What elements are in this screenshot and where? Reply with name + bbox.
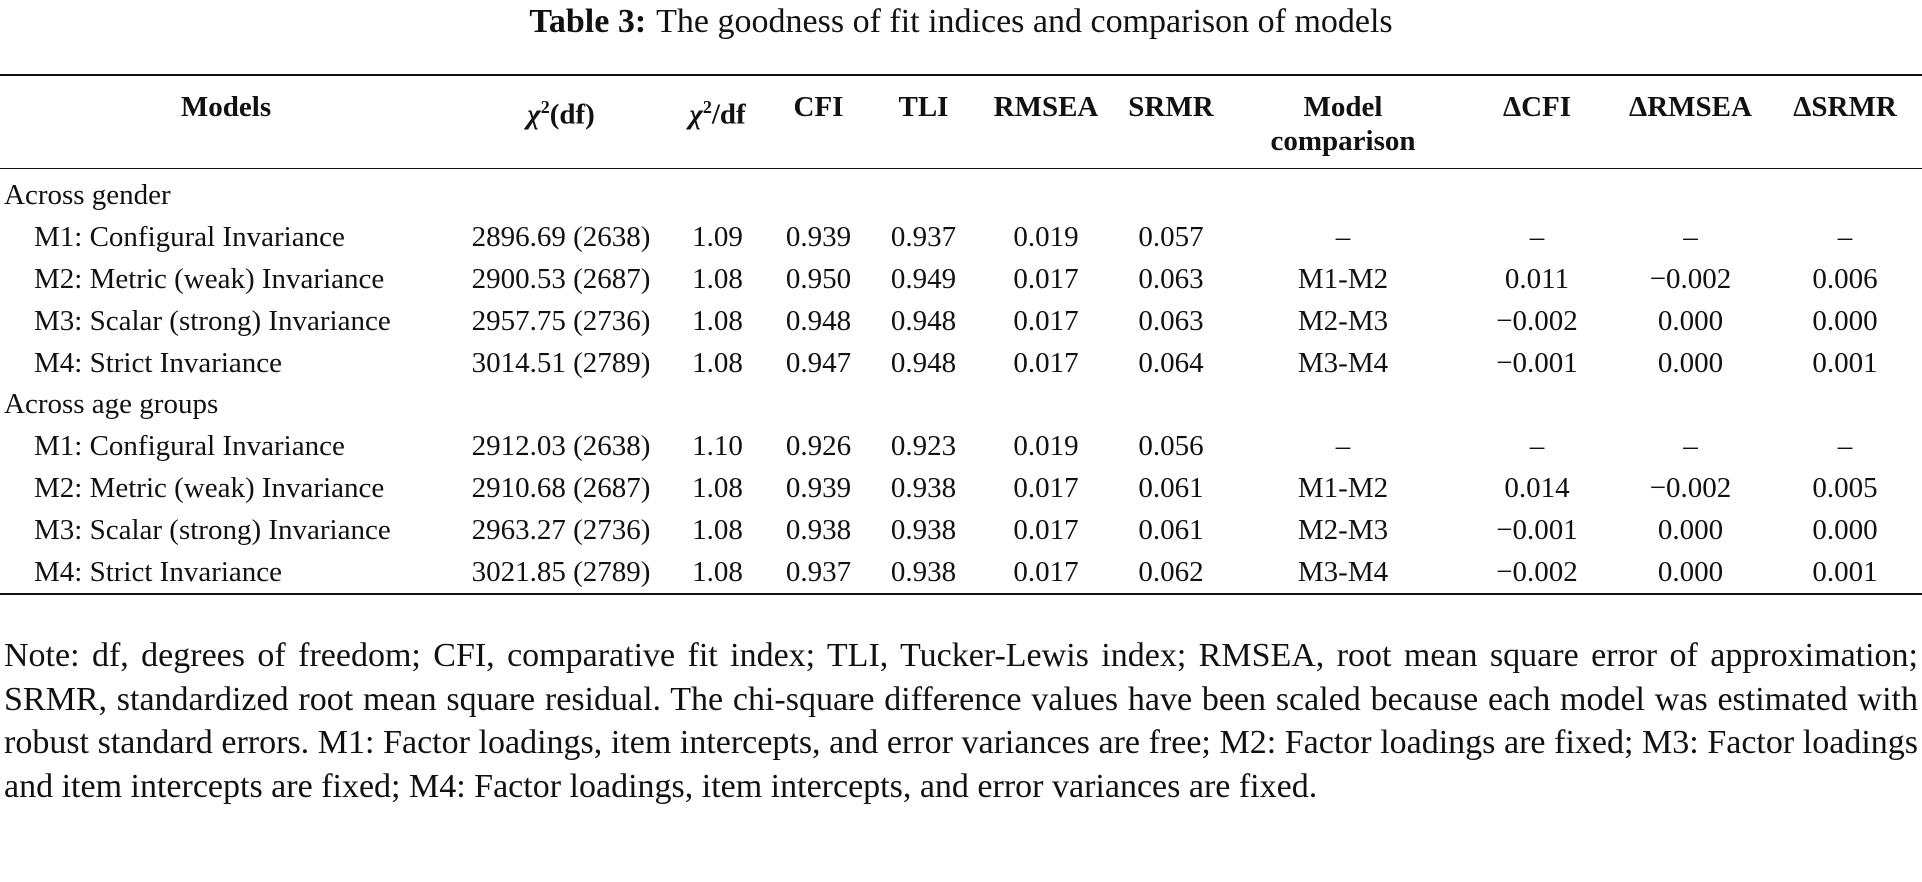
table-label: Table 3:	[529, 3, 647, 40]
cell-d-rmsea: 0.000	[1657, 346, 1724, 379]
col-header-models: Models	[0, 75, 452, 169]
cell-model: M2: Metric (weak) Invariance	[34, 471, 385, 504]
cell-srmr: 0.061	[1138, 471, 1204, 504]
cell-srmr: 0.063	[1138, 262, 1204, 295]
cell-rmsea: 0.017	[1013, 346, 1079, 379]
cell-chi-df: 3021.85 (2789)	[471, 555, 651, 588]
cell-d-rmsea: 0.000	[1657, 555, 1724, 588]
cell-srmr: 0.062	[1138, 555, 1204, 588]
cell-comparison: M2-M3	[1297, 304, 1389, 337]
cell-model: M4: Strict Invariance	[34, 555, 283, 588]
cell-srmr: 0.057	[1138, 221, 1204, 254]
cell-rmsea: 0.019	[1013, 430, 1079, 463]
cell-rmsea: 0.019	[1013, 221, 1079, 254]
cell-comparison: M2-M3	[1297, 513, 1389, 546]
cell-comparison: M3-M4	[1297, 346, 1389, 379]
cell-d-cfi: −0.002	[1496, 304, 1578, 337]
cell-d-cfi: −0.001	[1496, 513, 1578, 546]
cell-tli: 0.948	[890, 304, 957, 337]
cell-d-srmr: 0.005	[1812, 471, 1878, 504]
cell-d-cfi: –	[1529, 430, 1545, 463]
cell-tli: 0.949	[890, 262, 957, 295]
header-row	[0, 75, 1922, 169]
cell-cfi: 0.939	[785, 221, 852, 254]
cell-comparison: –	[1335, 221, 1351, 254]
col-header-tli: TLI	[872, 75, 975, 169]
cell-cfi: 0.937	[785, 555, 852, 588]
cell-d-cfi: 0.014	[1504, 471, 1570, 504]
cell-d-rmsea: −0.002	[1649, 471, 1732, 504]
cell-chi-df: 2963.27 (2736)	[471, 513, 651, 546]
cell-model: M2: Metric (weak) Invariance	[34, 262, 385, 295]
cell-ratio: 1.10	[692, 430, 743, 463]
cell-rmsea: 0.017	[1013, 555, 1079, 588]
cell-tli: 0.938	[890, 555, 957, 588]
cell-d-srmr: 0.000	[1812, 304, 1878, 337]
col-header-delta-cfi: ΔCFI	[1461, 75, 1613, 169]
cell-chi-df: 2910.68 (2687)	[471, 471, 651, 504]
col-header-srmr: SRMR	[1117, 75, 1225, 169]
cell-comparison: –	[1335, 430, 1351, 463]
cell-ratio: 1.08	[692, 555, 743, 588]
cell-srmr: 0.056	[1138, 430, 1204, 463]
cell-cfi: 0.938	[785, 513, 852, 546]
cell-ratio: 1.09	[692, 221, 743, 254]
cell-model: M1: Configural Invariance	[34, 221, 345, 254]
cell-d-srmr: –	[1837, 430, 1853, 463]
cell-srmr: 0.061	[1138, 513, 1204, 546]
cell-chi-df: 2896.69 (2638)	[471, 221, 651, 254]
cell-ratio: 1.08	[692, 471, 743, 504]
cell-d-cfi: –	[1529, 221, 1545, 254]
table-caption	[0, 2, 1922, 42]
group-title: Across gender	[4, 179, 171, 212]
table-row	[0, 426, 1922, 468]
cell-d-srmr: 0.006	[1812, 262, 1878, 295]
col-header-cfi: CFI	[765, 75, 872, 169]
cell-chi-df: 2912.03 (2638)	[471, 430, 651, 463]
col-header-delta-rmsea: ΔRMSEA	[1613, 75, 1768, 169]
cell-srmr: 0.064	[1138, 346, 1204, 379]
cell-rmsea: 0.017	[1013, 304, 1079, 337]
cell-comparison: M1-M2	[1297, 262, 1389, 295]
cell-d-cfi: −0.002	[1496, 555, 1578, 588]
cell-cfi: 0.948	[785, 304, 852, 337]
cell-cfi: 0.939	[785, 471, 852, 504]
cell-tli: 0.937	[890, 221, 957, 254]
cell-tli: 0.948	[890, 346, 957, 379]
cell-d-rmsea: 0.000	[1657, 513, 1724, 546]
cell-d-cfi: 0.011	[1504, 262, 1570, 295]
cell-cfi: 0.926	[785, 430, 852, 463]
cell-chi-df: 2957.75 (2736)	[471, 304, 651, 337]
table-row	[0, 342, 1922, 384]
cell-d-srmr: –	[1837, 221, 1853, 254]
cell-tli: 0.938	[890, 471, 957, 504]
cell-chi-df: 3014.51 (2789)	[471, 346, 651, 379]
table-row	[0, 468, 1922, 510]
cell-model: M3: Scalar (strong) Invariance	[34, 513, 391, 546]
cell-cfi: 0.947	[785, 346, 852, 379]
cell-rmsea: 0.017	[1013, 471, 1079, 504]
cell-d-srmr: 0.001	[1812, 346, 1878, 379]
cell-d-cfi: −0.001	[1496, 346, 1578, 379]
cell-model: M1: Configural Invariance	[34, 430, 345, 463]
cell-chi-df: 2900.53 (2687)	[471, 262, 651, 295]
cell-d-rmsea: −0.002	[1649, 262, 1732, 295]
table-title: The goodness of fit indices and comparison of models	[656, 3, 1393, 40]
col-header-chi-df: $\chi^2(df)$	[452, 75, 670, 169]
col-header-rmsea: RMSEA	[975, 75, 1117, 169]
cell-model: M4: Strict Invariance	[34, 346, 283, 379]
group-header-row	[0, 384, 1922, 426]
table-body	[0, 169, 1922, 594]
table-row	[0, 217, 1922, 259]
cell-comparison: M1-M2	[1297, 471, 1389, 504]
table-row	[0, 300, 1922, 342]
cell-d-srmr: 0.001	[1812, 555, 1878, 588]
cell-comparison: M3-M4	[1297, 555, 1389, 588]
table-row	[0, 551, 1922, 594]
fit-indices-table	[0, 74, 1922, 595]
cell-ratio: 1.08	[692, 262, 743, 295]
group-title: Across age groups	[4, 388, 219, 421]
cell-rmsea: 0.017	[1013, 262, 1079, 295]
cell-model: M3: Scalar (strong) Invariance	[34, 304, 391, 337]
cell-ratio: 1.08	[692, 304, 743, 337]
cell-tli: 0.938	[890, 513, 957, 546]
table-note: Note: df, degrees of freedom; CFI, comparative fit index; TLI, Tucker-Lewis index; RMSEA, root mean square error of approximation; SRMR, standardized root mean square residual. The chi-square difference values have been scaled because each model was estimated with robust standard errors. M1: Factor loadings, item intercepts, and error variances are free; M2: Factor loadings are fixed; M3: Factor loadings and item intercepts are fixed; M4: Factor loadings, item intercepts, and error variances are fixed.	[4, 637, 1918, 805]
table-row	[0, 259, 1922, 301]
cell-ratio: 1.08	[692, 513, 743, 546]
cell-d-rmsea: –	[1683, 221, 1698, 254]
table-row	[0, 509, 1922, 551]
col-header-model-comparison: Model comparison	[1225, 75, 1461, 169]
cell-d-srmr: 0.000	[1812, 513, 1878, 546]
cell-d-rmsea: –	[1683, 430, 1698, 463]
group-header-row	[0, 169, 1922, 217]
cell-tli: 0.923	[890, 430, 957, 463]
col-header-chi-ratio: $\chi^2/df$	[670, 75, 765, 169]
cell-ratio: 1.08	[692, 346, 743, 379]
cell-srmr: 0.063	[1138, 304, 1204, 337]
cell-cfi: 0.950	[785, 262, 852, 295]
cell-rmsea: 0.017	[1013, 513, 1079, 546]
cell-d-rmsea: 0.000	[1657, 304, 1724, 337]
col-header-delta-srmr: ΔSRMR	[1768, 75, 1922, 169]
